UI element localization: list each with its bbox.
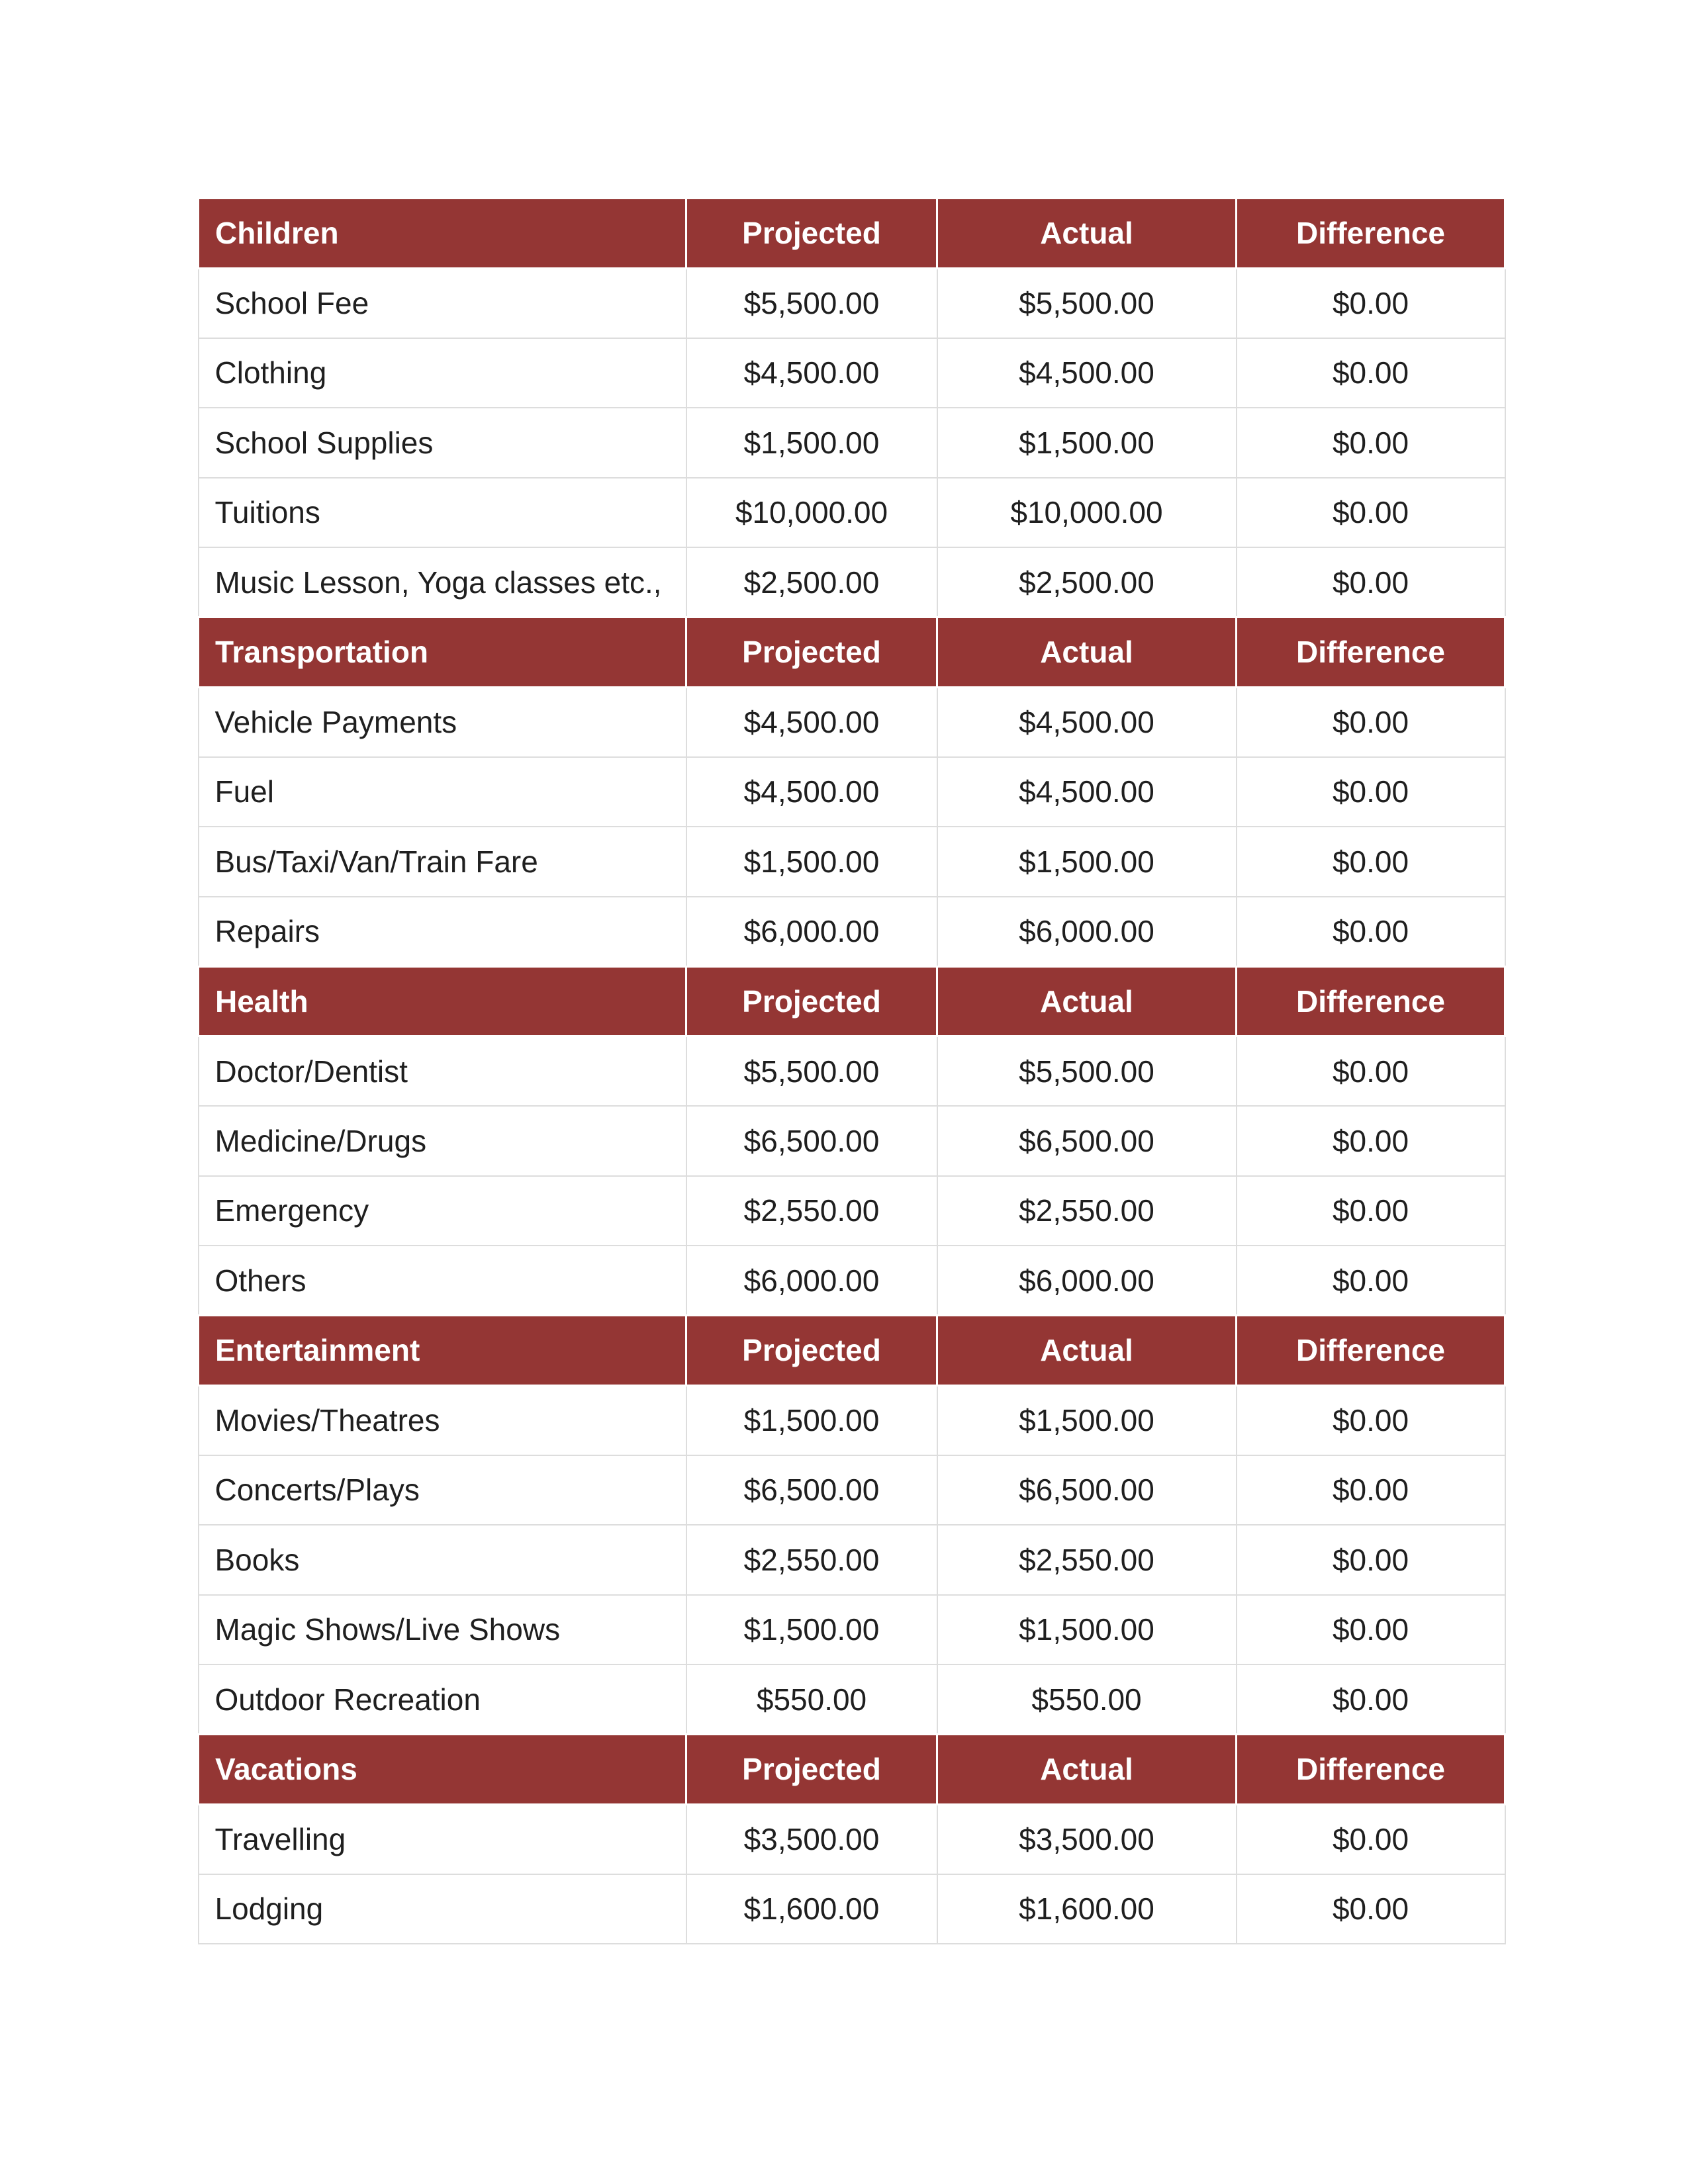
actual-cell: $1,600.00: [937, 1874, 1237, 1944]
item-name-cell: Concerts/Plays: [199, 1455, 686, 1525]
section-header-vacations: [199, 1735, 1505, 1805]
projected-cell: $2,550.00: [686, 1525, 937, 1595]
actual-cell: $2,500.00: [937, 547, 1237, 617]
difference-cell: $0.00: [1237, 1525, 1505, 1595]
item-name-cell: Medicine/Drugs: [199, 1106, 686, 1176]
item-name-cell: School Fee: [199, 268, 686, 338]
projected-cell: $1,500.00: [686, 1385, 937, 1455]
table-row: [199, 1804, 1505, 1874]
difference-cell: $0.00: [1237, 478, 1505, 548]
projected-column-header: Projected: [686, 1735, 937, 1805]
difference-cell: $0.00: [1237, 1804, 1505, 1874]
actual-cell: $1,500.00: [937, 1385, 1237, 1455]
section-title: Children: [199, 199, 686, 269]
table-row: [199, 338, 1505, 408]
table-row: [199, 478, 1505, 548]
item-name-cell: Music Lesson, Yoga classes etc.,: [199, 547, 686, 617]
projected-cell: $1,500.00: [686, 408, 937, 478]
table-row: [199, 408, 1505, 478]
item-name-cell: Movies/Theatres: [199, 1385, 686, 1455]
item-name-cell: Travelling: [199, 1804, 686, 1874]
table-row: [199, 827, 1505, 897]
difference-cell: $0.00: [1237, 547, 1505, 617]
item-name-cell: Repairs: [199, 897, 686, 967]
section-title: Entertainment: [199, 1316, 686, 1386]
item-name-cell: Fuel: [199, 757, 686, 827]
difference-cell: $0.00: [1237, 1595, 1505, 1665]
difference-cell: $0.00: [1237, 687, 1505, 757]
actual-cell: $5,500.00: [937, 1036, 1237, 1107]
budget-table: [197, 197, 1506, 1944]
projected-cell: $550.00: [686, 1664, 937, 1735]
item-name-cell: School Supplies: [199, 408, 686, 478]
projected-cell: $3,500.00: [686, 1804, 937, 1874]
item-name-cell: Books: [199, 1525, 686, 1595]
section-header-transportation: [199, 617, 1505, 688]
actual-cell: $4,500.00: [937, 757, 1237, 827]
difference-column-header: Difference: [1237, 1316, 1505, 1386]
projected-cell: $5,500.00: [686, 268, 937, 338]
difference-cell: $0.00: [1237, 408, 1505, 478]
table-row: [199, 897, 1505, 967]
item-name-cell: Tuitions: [199, 478, 686, 548]
difference-cell: $0.00: [1237, 1874, 1505, 1944]
table-row: [199, 268, 1505, 338]
actual-column-header: Actual: [937, 966, 1237, 1036]
table-row: [199, 687, 1505, 757]
projected-cell: $4,500.00: [686, 757, 937, 827]
actual-cell: $4,500.00: [937, 338, 1237, 408]
difference-column-header: Difference: [1237, 1735, 1505, 1805]
projected-cell: $1,500.00: [686, 827, 937, 897]
difference-cell: $0.00: [1237, 338, 1505, 408]
table-row: [199, 1525, 1505, 1595]
actual-column-header: Actual: [937, 1735, 1237, 1805]
projected-column-header: Projected: [686, 966, 937, 1036]
difference-cell: $0.00: [1237, 1246, 1505, 1316]
projected-cell: $1,600.00: [686, 1874, 937, 1944]
item-name-cell: Bus/Taxi/Van/Train Fare: [199, 827, 686, 897]
table-row: [199, 547, 1505, 617]
actual-cell: $5,500.00: [937, 268, 1237, 338]
projected-cell: $1,500.00: [686, 1595, 937, 1665]
projected-cell: $5,500.00: [686, 1036, 937, 1107]
actual-column-header: Actual: [937, 199, 1237, 269]
table-row: [199, 1595, 1505, 1665]
section-title: Transportation: [199, 617, 686, 688]
actual-cell: $6,500.00: [937, 1106, 1237, 1176]
difference-cell: $0.00: [1237, 1385, 1505, 1455]
difference-cell: $0.00: [1237, 268, 1505, 338]
section-header-children: [199, 199, 1505, 269]
difference-cell: $0.00: [1237, 897, 1505, 967]
item-name-cell: Others: [199, 1246, 686, 1316]
projected-cell: $4,500.00: [686, 687, 937, 757]
actual-cell: $10,000.00: [937, 478, 1237, 548]
projected-cell: $2,500.00: [686, 547, 937, 617]
section-title: Health: [199, 966, 686, 1036]
actual-cell: $2,550.00: [937, 1525, 1237, 1595]
difference-column-header: Difference: [1237, 617, 1505, 688]
projected-cell: $10,000.00: [686, 478, 937, 548]
difference-cell: $0.00: [1237, 1664, 1505, 1735]
budget-table-body: [199, 199, 1505, 1944]
projected-column-header: Projected: [686, 617, 937, 688]
difference-cell: $0.00: [1237, 1176, 1505, 1246]
difference-cell: $0.00: [1237, 1036, 1505, 1107]
difference-cell: $0.00: [1237, 827, 1505, 897]
item-name-cell: Vehicle Payments: [199, 687, 686, 757]
actual-cell: $6,000.00: [937, 1246, 1237, 1316]
actual-cell: $6,000.00: [937, 897, 1237, 967]
difference-cell: $0.00: [1237, 1455, 1505, 1525]
section-title: Vacations: [199, 1735, 686, 1805]
projected-column-header: Projected: [686, 1316, 937, 1386]
projected-cell: $2,550.00: [686, 1176, 937, 1246]
actual-cell: $2,550.00: [937, 1176, 1237, 1246]
actual-cell: $1,500.00: [937, 827, 1237, 897]
table-row: [199, 1106, 1505, 1176]
section-header-health: [199, 966, 1505, 1036]
actual-cell: $1,500.00: [937, 408, 1237, 478]
difference-column-header: Difference: [1237, 966, 1505, 1036]
item-name-cell: Doctor/Dentist: [199, 1036, 686, 1107]
difference-cell: $0.00: [1237, 757, 1505, 827]
projected-cell: $6,500.00: [686, 1455, 937, 1525]
actual-column-header: Actual: [937, 1316, 1237, 1386]
item-name-cell: Lodging: [199, 1874, 686, 1944]
table-row: [199, 757, 1505, 827]
actual-cell: $1,500.00: [937, 1595, 1237, 1665]
table-row: [199, 1664, 1505, 1735]
item-name-cell: Outdoor Recreation: [199, 1664, 686, 1735]
actual-cell: $550.00: [937, 1664, 1237, 1735]
table-row: [199, 1874, 1505, 1944]
difference-column-header: Difference: [1237, 199, 1505, 269]
item-name-cell: Emergency: [199, 1176, 686, 1246]
table-row: [199, 1385, 1505, 1455]
projected-cell: $6,000.00: [686, 897, 937, 967]
actual-column-header: Actual: [937, 617, 1237, 688]
difference-cell: $0.00: [1237, 1106, 1505, 1176]
actual-cell: $6,500.00: [937, 1455, 1237, 1525]
table-row: [199, 1036, 1505, 1107]
table-row: [199, 1176, 1505, 1246]
item-name-cell: Magic Shows/Live Shows: [199, 1595, 686, 1665]
actual-cell: $4,500.00: [937, 687, 1237, 757]
section-header-entertainment: [199, 1316, 1505, 1386]
projected-cell: $4,500.00: [686, 338, 937, 408]
projected-cell: $6,500.00: [686, 1106, 937, 1176]
table-row: [199, 1455, 1505, 1525]
projected-cell: $6,000.00: [686, 1246, 937, 1316]
item-name-cell: Clothing: [199, 338, 686, 408]
table-row: [199, 1246, 1505, 1316]
actual-cell: $3,500.00: [937, 1804, 1237, 1874]
projected-column-header: Projected: [686, 199, 937, 269]
